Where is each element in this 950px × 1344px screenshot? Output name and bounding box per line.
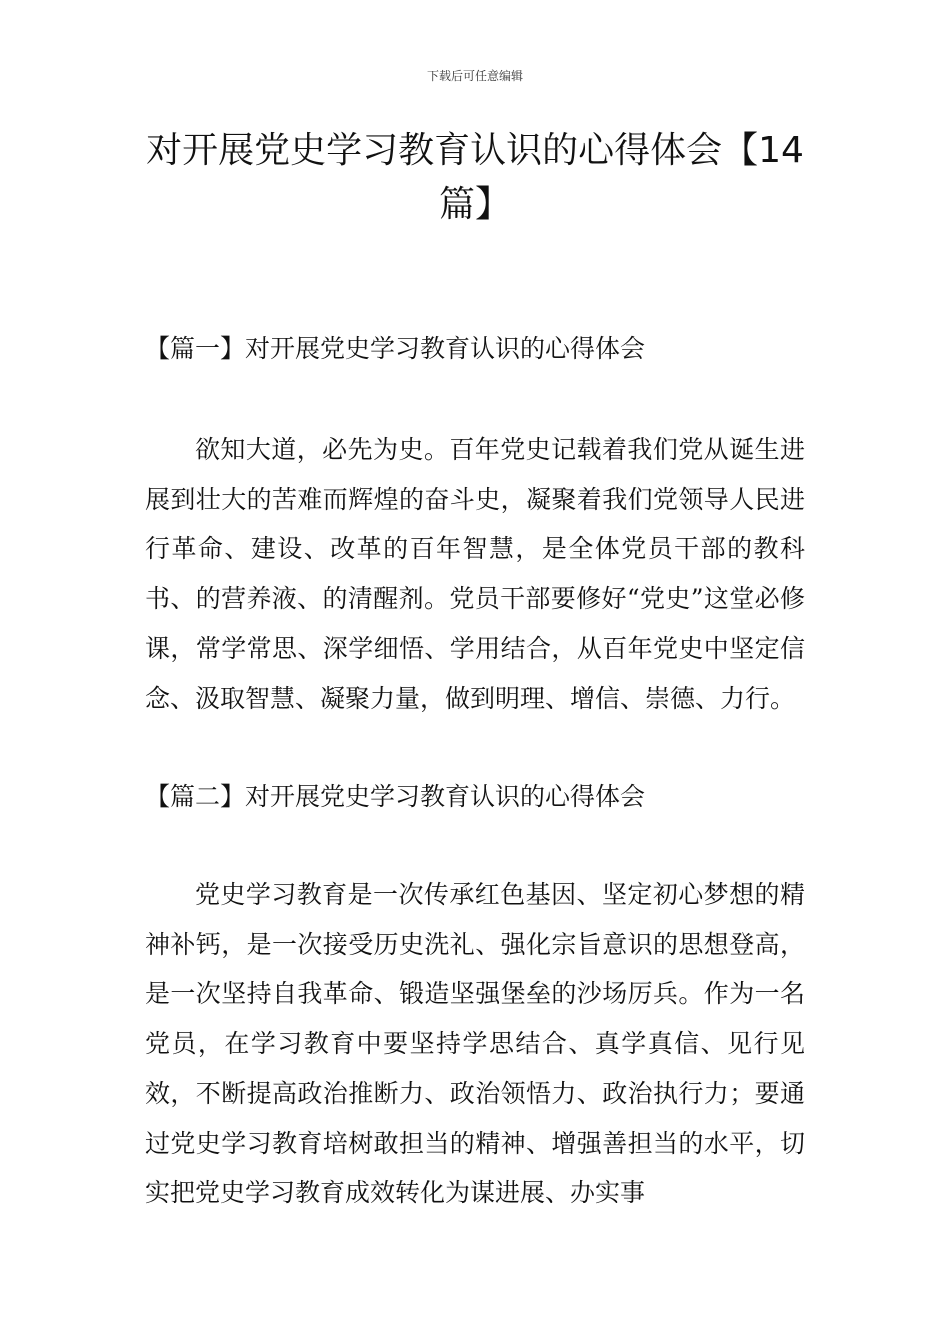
document-title: 对开展党史学习教育认识的心得体会【14篇】 <box>146 130 804 225</box>
section-paragraph: 党史学习教育是一次传承红色基因、坚定初心梦想的精神补钙，是一次接受历史洗礼、强化宗旨意识的思想登高，是一次坚持自我革命、锻造坚强堡垒的沙场厉兵。作为一名党员，在学习教育中要坚持学思结合、真学真信、见行见效，不断提高政治推断力、政治领悟力、政治执行力；要通过党史学习教育培树敢担当的精神、增强善担当的水平，切实把党史学习教育成效转化为谋进展、办实事 <box>145 880 805 1208</box>
header-note: 下载后可任意编辑 <box>426 69 523 83</box>
section-heading: 【篇一】对开展党史学习教育认识的心得体会 <box>145 334 646 363</box>
section-heading: 【篇二】对开展党史学习教育认识的心得体会 <box>145 782 646 811</box>
section-paragraph: 欲知大道，必先为史。百年党史记载着我们党从诞生进展到壮大的苦难而辉煌的奋斗史，凝聚着我们党领导人民进行革命、建设、改革的百年智慧，是全体党员干部的教科书、的营养液、的清醒剂。党员干部要修好“党史”这堂必修课，常学常思、深学细悟、学用结合，从百年党史中坚定信念、汲取智慧、凝聚力量，做到明理、增信、崇德、力行。 <box>145 435 805 713</box>
